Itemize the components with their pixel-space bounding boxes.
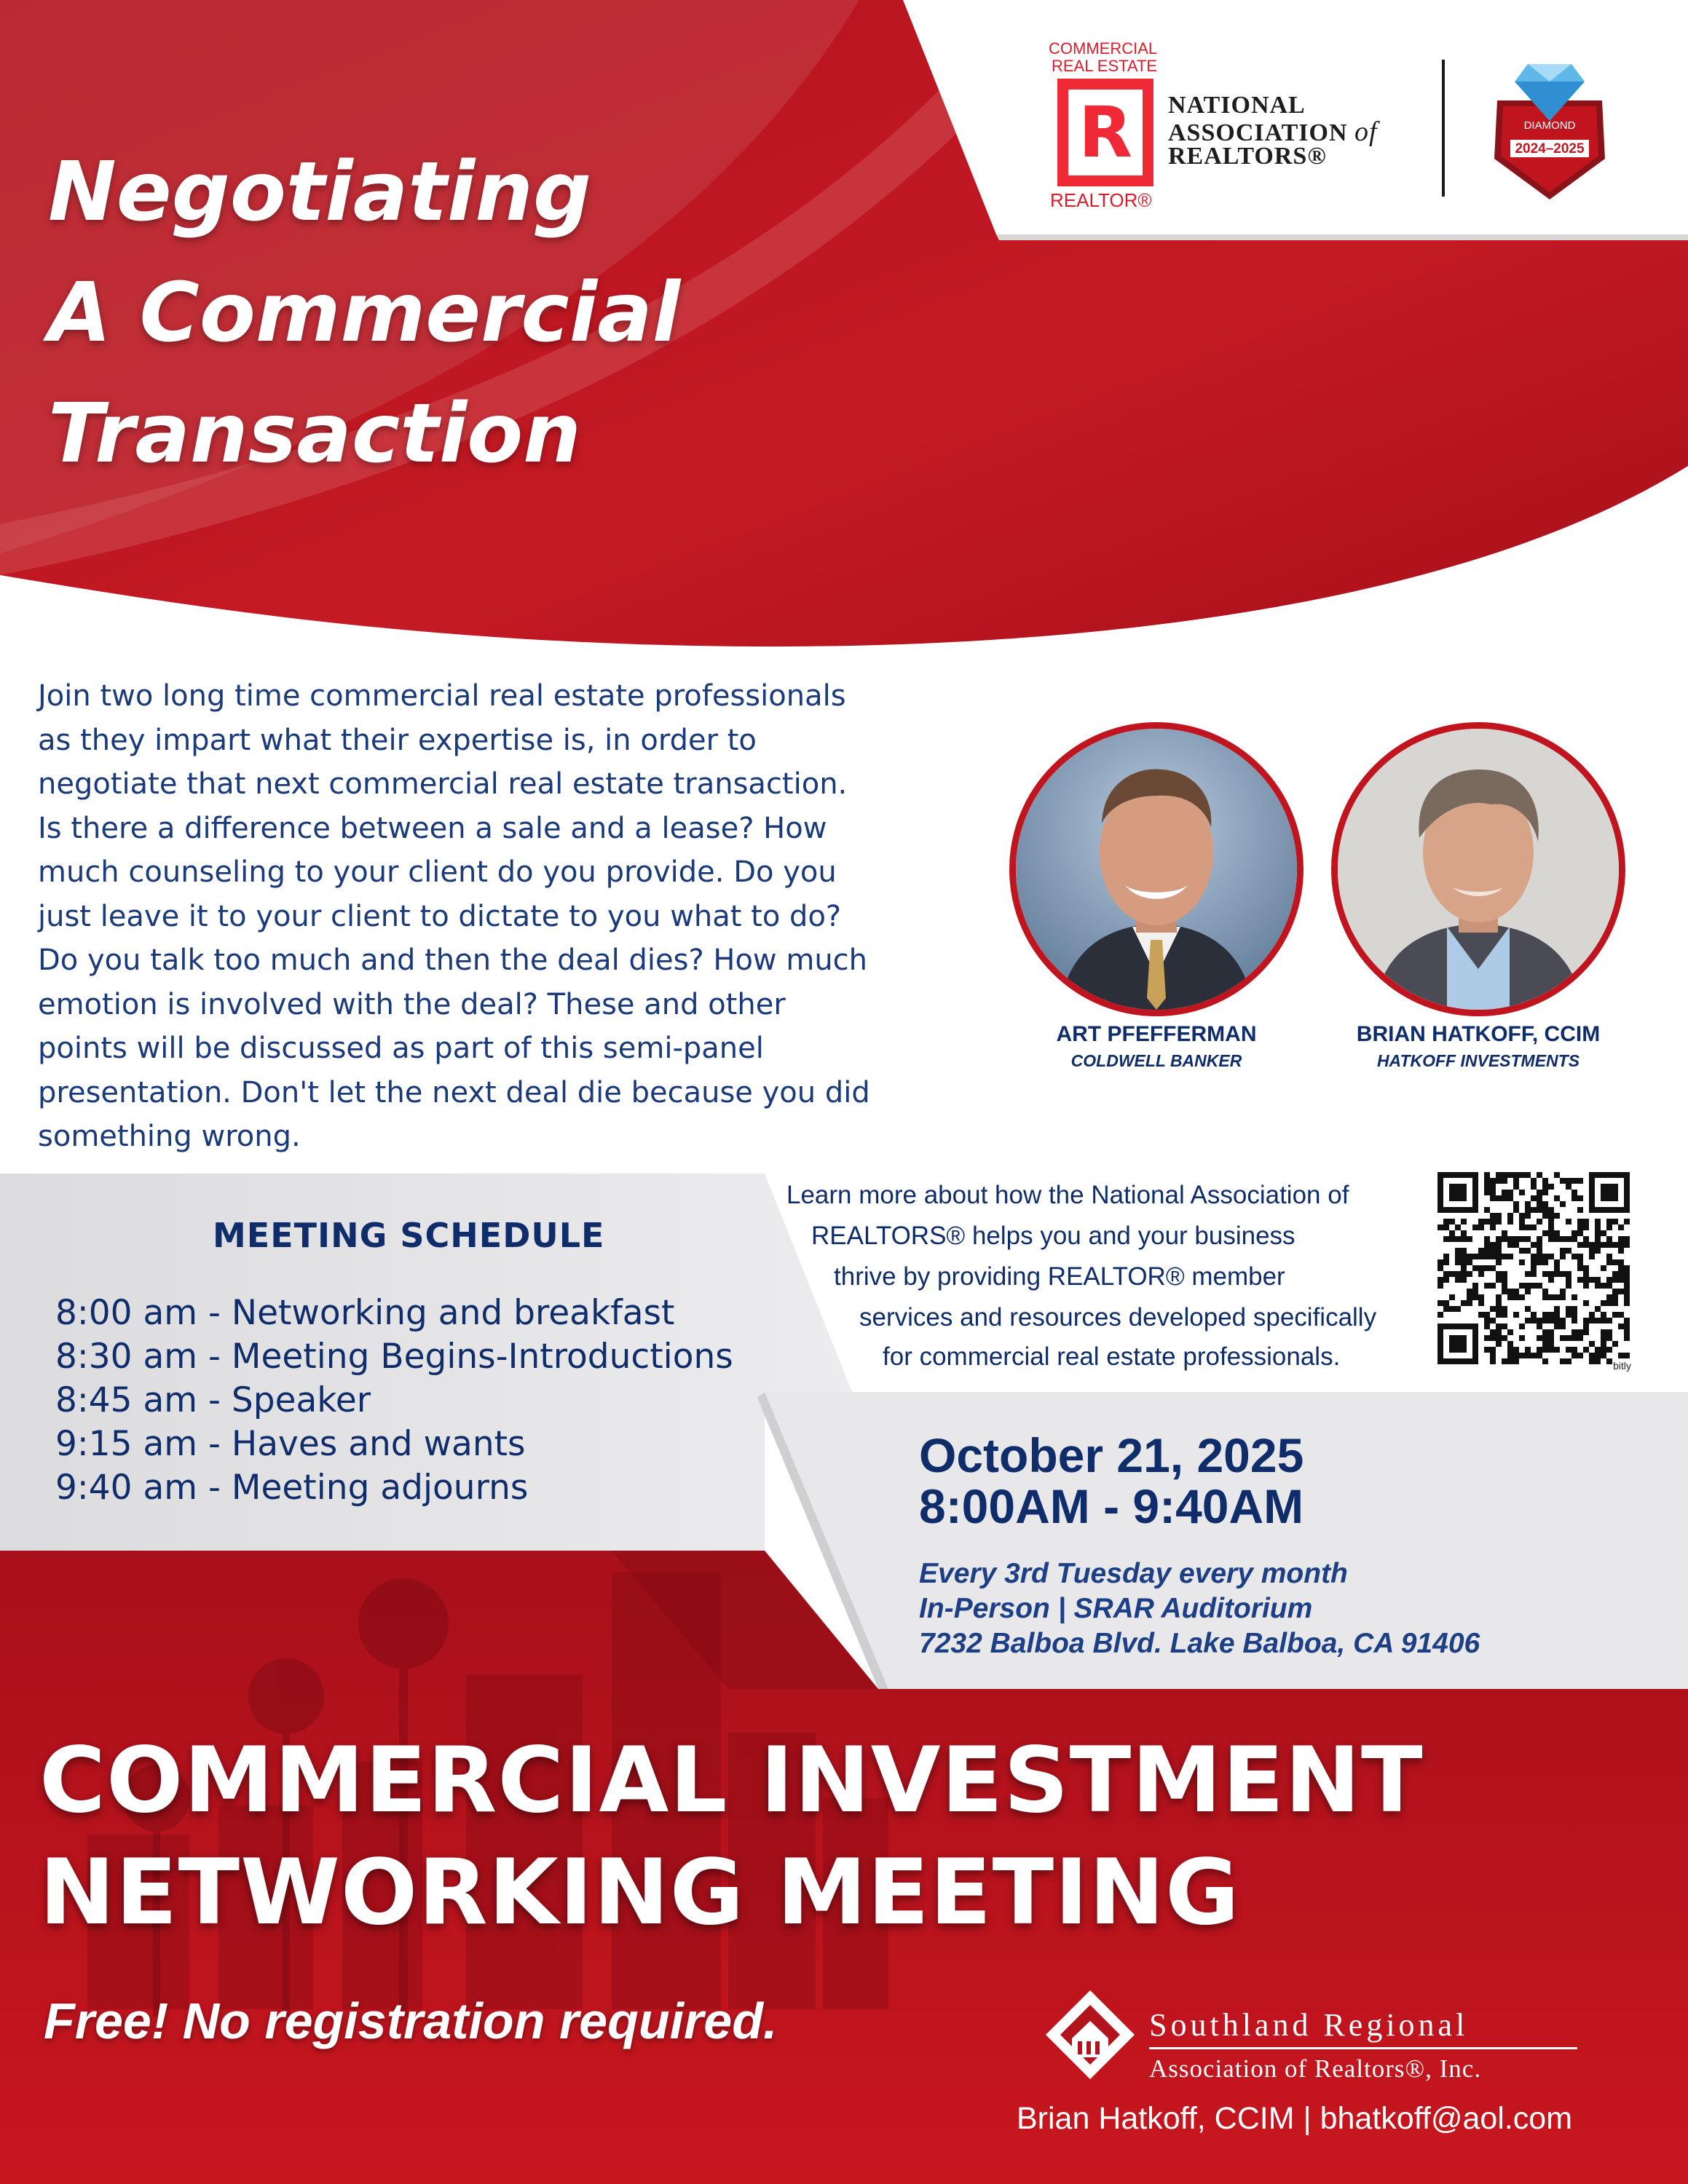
banner-line-2: NETWORKING MEETING (39, 1840, 1240, 1945)
learn-more-line: for commercial real estate professionals. (883, 1342, 1341, 1371)
intro-line: Do you talk too much and then the deal dies? How much (38, 943, 868, 977)
banner-line-1: COMMERCIAL INVESTMENT (39, 1728, 1424, 1833)
intro-line: just leave it to your client to dictate to you what to do? (38, 899, 842, 933)
schedule-title: MEETING SCHEDULE (213, 1216, 605, 1255)
nar-name-line3: REALTORS® (1168, 143, 1327, 170)
title-line-1: Negotiating (48, 145, 592, 240)
speaker-name-2: BRIAN HATKOFF, CCIM (1356, 1022, 1601, 1046)
nar-cre-line2: REAL ESTATE (1052, 57, 1158, 75)
diamond-badge (1484, 50, 1615, 202)
title-line-3: Transaction (48, 387, 581, 481)
title-line-2: A Commercial (48, 266, 681, 360)
event-detail: 7232 Balboa Blvd. Lake Balboa, CA 91406 (919, 1628, 1480, 1659)
intro-line: as they impart what their expertise is, in order to (38, 723, 757, 757)
intro-line: something wrong. (38, 1120, 301, 1153)
learn-more-line: Learn more about how the National Association of (786, 1181, 1349, 1209)
realtor-r-logo: R (1057, 79, 1153, 186)
event-detail: Every 3rd Tuesday every month (919, 1558, 1348, 1589)
schedule-item: 8:00 am - Networking and breakfast (55, 1293, 675, 1333)
qr-caption: bitly (1613, 1360, 1631, 1372)
srar-name-line2: Association of Realtors®, Inc. (1149, 2054, 1482, 2083)
event-time: 8:00AM - 9:40AM (919, 1479, 1304, 1533)
schedule-item: 8:45 am - Speaker (55, 1380, 371, 1420)
speaker-company-1: COLDWELL BANKER (1070, 1051, 1242, 1070)
event-detail: In-Person | SRAR Auditorium (919, 1593, 1313, 1624)
nar-cre-line1: COMMERCIAL (1049, 39, 1158, 58)
intro-line: points will be discussed as part of this semi-panel (38, 1032, 764, 1065)
nar-name-line1: NATIONAL (1168, 92, 1306, 119)
speaker-photo-brian-hatkoff (1331, 722, 1625, 1016)
diamond-badge-years: 2024–2025 (1515, 141, 1585, 157)
nar-realtor-mark: REALTOR® (1050, 189, 1152, 211)
speaker-photo-art-pfefferman (1009, 722, 1304, 1016)
contact-info[interactable]: Brian Hatkoff, CCIM | bhatkoff@aol.com (1017, 2101, 1573, 2136)
intro-line: emotion is involved with the deal? These and other (38, 987, 786, 1021)
intro-line: presentation. Don't let the next deal die because you did (38, 1075, 870, 1109)
logo-divider (1442, 60, 1445, 197)
diamond-badge-label: DIAMOND (1523, 119, 1576, 132)
srar-rule (1149, 2047, 1577, 2049)
schedule-item: 9:15 am - Haves and wants (55, 1424, 526, 1464)
intro-line: Is there a difference between a sale and a lease? How (38, 811, 827, 845)
qr-code[interactable] (1430, 1165, 1637, 1372)
speaker-name-1: ART PFEFFERMAN (1056, 1022, 1257, 1046)
learn-more-line: services and resources developed specifically (859, 1303, 1377, 1332)
intro-line: much counseling to your client do you provide. Do you (38, 855, 837, 889)
nar-name-line2: ASSOCIATION of (1168, 116, 1378, 147)
free-admission-text: Free! No registration required. (44, 1993, 778, 2049)
qr-code-icon (1437, 1172, 1630, 1364)
schedule-item: 8:30 am - Meeting Begins-Introductions (55, 1337, 733, 1377)
srar-name-line1: Southland Regional (1149, 2007, 1469, 2043)
intro-line: Join two long time commercial real estate professionals (38, 679, 846, 713)
learn-more-line: REALTORS® helps you and your business (811, 1222, 1295, 1250)
schedule-item: 9:40 am - Meeting adjourns (55, 1468, 529, 1508)
srar-logo-icon (1043, 1987, 1137, 2082)
intro-paragraph (38, 674, 985, 1159)
logo-panel-shadow (996, 234, 1688, 240)
event-date: October 21, 2025 (919, 1428, 1304, 1482)
intro-line: negotiate that next commercial real estate transaction. (38, 767, 848, 801)
learn-more-line: thrive by providing REALTOR® member (834, 1262, 1285, 1291)
srar-logo (1043, 1987, 1137, 2082)
speaker-company-2: HATKOFF INVESTMENTS (1376, 1051, 1580, 1070)
